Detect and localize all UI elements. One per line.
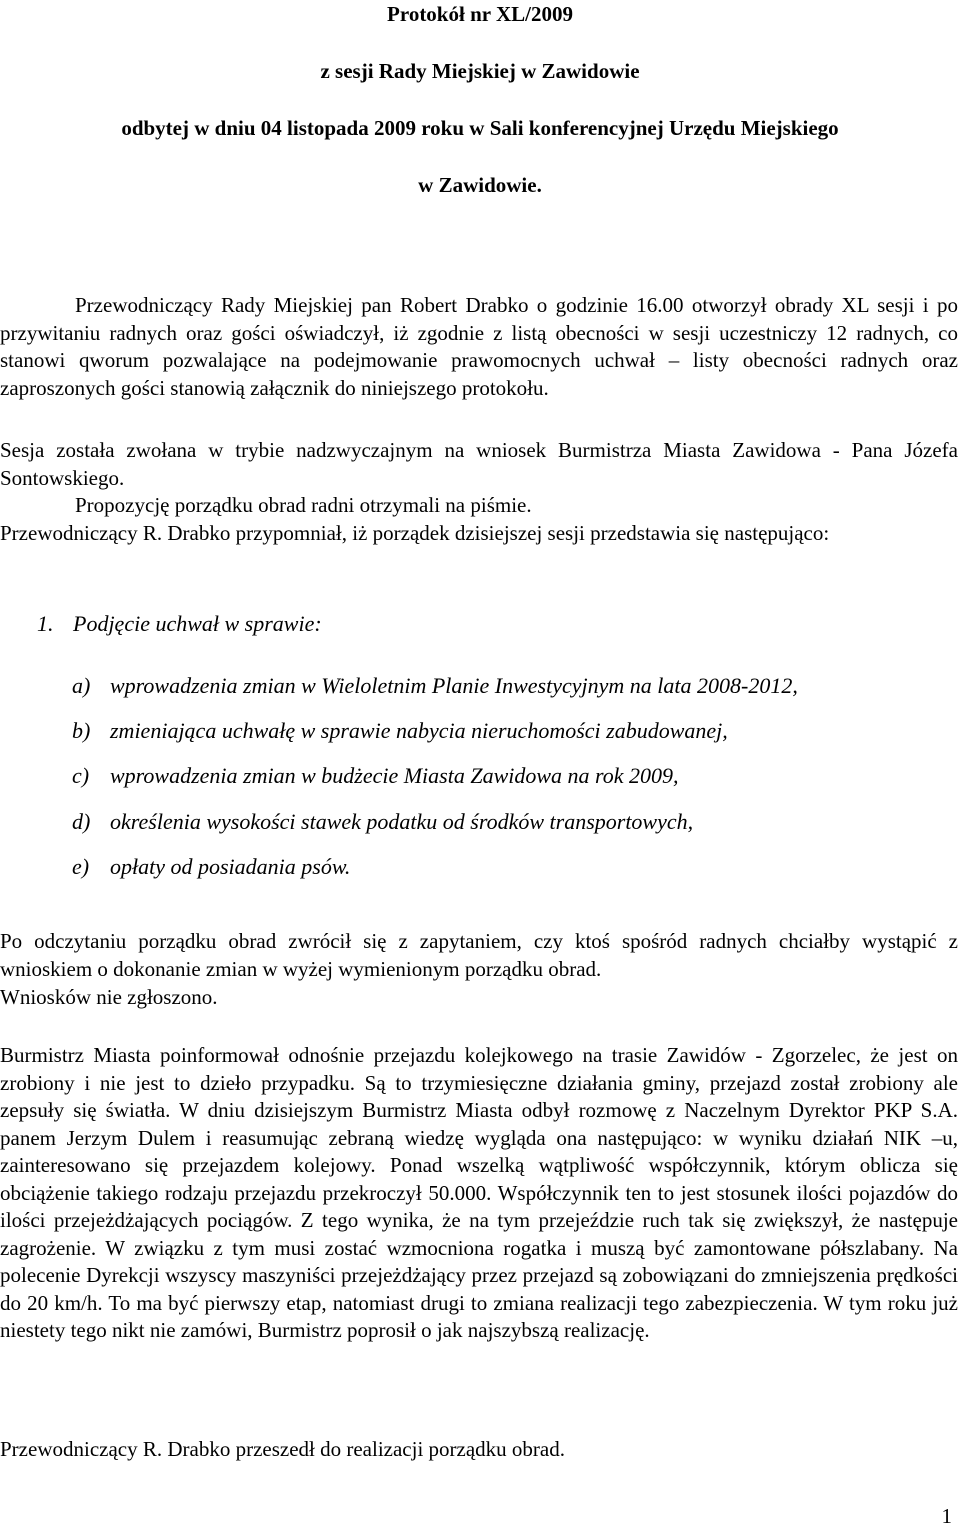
agenda-subitem-d [72, 809, 693, 835]
agenda-realization-paragraph: Przewodniczący R. Drabko przeszedł do realizacji porządku obrad. [0, 1437, 566, 1461]
agenda-item-1 [37, 611, 322, 637]
agenda-item-title: Podjęcie uchwał w sprawie: [73, 611, 322, 636]
agenda-question-paragraph: Po odczytaniu porządku obrad zwrócił się z zapytaniem, czy ktoś spośród radnych chciałby wystąpić z wnioskiem o dokonanie zmian w wyżej wymienionym porządku obrad. [0, 929, 958, 981]
session-place-line: w Zawidowie. [418, 173, 542, 197]
agenda-subitem-e [72, 854, 350, 880]
protocol-title: Protokół nr XL/2009 [387, 2, 573, 26]
subitem-text: wprowadzenia zmian w budżecie Miasta Zawidowa na rok 2009, [110, 763, 679, 788]
agenda-subitem-a [72, 673, 798, 699]
subitem-letter: d) [72, 809, 91, 834]
agenda-proposal-paragraph: Propozycję porządku obrad radni otrzymali na piśmie. [75, 493, 532, 517]
subitem-text: określenia wysokości stawek podatku od środków transportowych, [110, 809, 694, 834]
agenda-intro-paragraph: Przewodniczący R. Drabko przypomniał, iż porządek dzisiejszej sesji przedstawia się następująco: [0, 521, 830, 545]
session-convened-paragraph: Sesja została zwołana w trybie nadzwyczajnym na wniosek Burmistrza Miasta Zawidowa - Pana Józefa Sontowskiego. [0, 438, 958, 490]
page-number: 1 [941, 1504, 952, 1528]
session-subtitle: z sesji Rady Miejskiej w Zawidowie [320, 59, 640, 83]
subitem-letter: e) [72, 854, 90, 879]
opening-paragraph: Przewodniczący Rady Miejskiej pan Robert Drabko o godzinie 16.00 otworzył obrady XL sesji i po przywitaniu radnych oraz gości oświadczył, iż zgodnie z listą obecności w sesji uczestniczy 12 radnych, co stanowi qworum pozwalające na podejmowanie prawomocnych uchwał – listy obecności radnych oraz zaproszonych gości stanowią załącznik do niniejszego protokołu. [0, 293, 958, 400]
subitem-letter: c) [72, 763, 90, 788]
session-date-line: odbytej w dniu 04 listopada 2009 roku w Sali konferencyjnej Urzędu Miejskiego [121, 116, 839, 140]
mayor-report-paragraph: Burmistrz Miasta poinformował odnośnie przejazdu kolejkowego na trasie Zawidów - Zgorzelec, że jest on zrobiony i nie jest to dzieło przypadku. Są to trzymiesięczne działania gminy, przejazd został zrobiony ale zepsuły się światła. W dniu dzisiejszym Burmistrz Miasta odbył rozmowę z Naczelnym Dyrektor PKP S.A. panem Jerzym Dulem i reasumując zebraną wiedzę wygląda ona następująco: w wyniku działań NIK –u, zainteresowano się przejazdem kolejowy. Ponad wszelką wątpliwość współczynnik, którym oblicza się obciążenie takiego rodzaju przejazdu przekroczył 50.000. Współczynnik ten to jest stosunek ilości pojazdów do ilości przejeżdżających pociągów. Z tego wynika, że na tym przejeździe ruch tak się zwiększył, że następuje zagrożenie. W związku z tym musi zostać wzmocniona rogatka i muszą być zamontowane półszlabany. Na polecenie Dyrekcji wszyscy maszyniści przejeżdżający przez przejazd są zobowiązani do zmniejszenia prędkości do 20 km/h. To ma być pierwszy etap, natomiast drugi to zmiana realizacji tego zabezpieczenia. W tym roku już niestety tego nikt nie zamówi, Burmistrz poprosił o jak najszybszą realizację. [0, 1043, 958, 1342]
subitem-text: opłaty od posiadania psów. [110, 854, 351, 879]
agenda-subitem-b [72, 718, 728, 744]
agenda-item-number: 1. [37, 611, 54, 636]
agenda-subitem-c [72, 763, 679, 789]
subitem-text: wprowadzenia zmian w Wieloletnim Planie Inwestycyjnym na lata 2008-2012, [110, 673, 798, 698]
no-motions-paragraph: Wniosków nie zgłoszono. [0, 985, 218, 1009]
subitem-letter: b) [72, 718, 91, 743]
subitem-letter: a) [72, 673, 91, 698]
subitem-text: zmieniająca uchwałę w sprawie nabycia nieruchomości zabudowanej, [110, 718, 728, 743]
